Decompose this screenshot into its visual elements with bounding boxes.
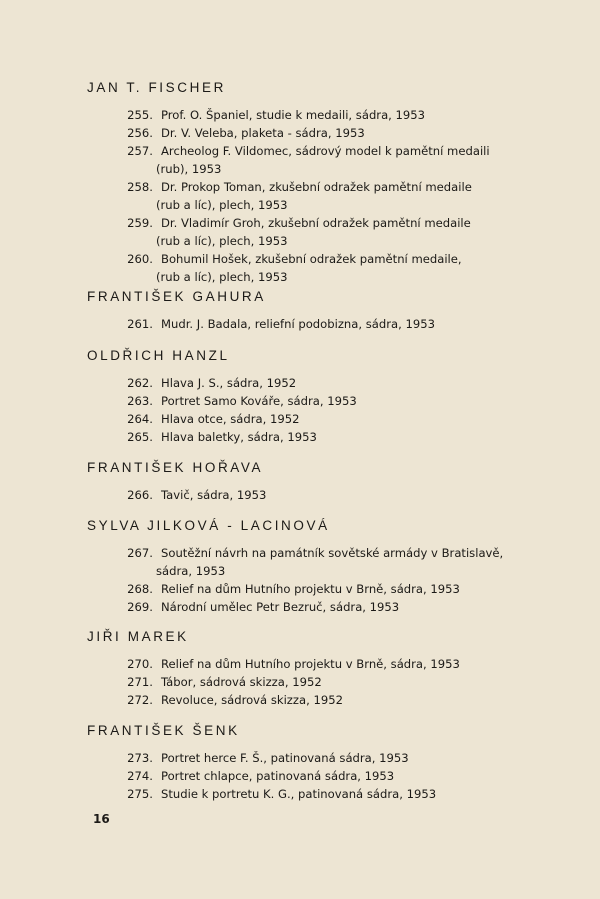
- entry-text: Dr. V. Veleba, plaketa - sádra, 1953: [161, 126, 365, 140]
- entry-number: 255.: [127, 108, 153, 122]
- entry-text: Prof. O. Španiel, studie k medaili, sádra, 1953: [161, 108, 426, 122]
- catalog-entry: [0, 315, 600, 333]
- entry-number: 270.: [127, 657, 153, 671]
- catalog-entry: [0, 392, 600, 410]
- entry-text: Soutěžní návrh na památník sovětské armády v Bratislavě,: [161, 546, 504, 560]
- artist-name: FRANTIŠEK ŠENK: [87, 723, 240, 738]
- entry-number: 269.: [127, 600, 153, 614]
- entry-text: (rub a líc), plech, 1953: [156, 198, 288, 212]
- catalog-entry: [0, 214, 600, 232]
- catalog-entry: [0, 691, 600, 709]
- artist-name: SYLVA JILKOVÁ - LACINOVÁ: [87, 518, 330, 533]
- catalog-entry: [0, 428, 600, 446]
- entry-text: Národní umělec Petr Bezruč, sádra, 1953: [161, 600, 400, 614]
- artist-name: JAN T. FISCHER: [87, 80, 226, 95]
- entry-number: 260.: [127, 252, 153, 266]
- entry-text: Bohumil Hošek, zkušební odražek pamětní medaile,: [161, 252, 462, 266]
- catalog-entry: [0, 374, 600, 392]
- catalog-entry: [0, 142, 600, 160]
- entry-text: Dr. Vladimír Groh, zkušební odražek pamětní medaile: [161, 216, 471, 230]
- entry-text: (rub), 1953: [156, 162, 222, 176]
- catalog-entry: [0, 486, 600, 504]
- catalog-entry-continuation: [0, 232, 600, 250]
- entry-text: Revoluce, sádrová skizza, 1952: [161, 693, 343, 707]
- artist-name: JIŘI MAREK: [87, 629, 189, 644]
- entry-number: 262.: [127, 376, 153, 390]
- entry-text: (rub a líc), plech, 1953: [156, 270, 288, 284]
- entry-text: Studie k portretu K. G., patinovaná sádra, 1953: [161, 787, 437, 801]
- entry-number: 266.: [127, 488, 153, 502]
- entry-text: Tavič, sádra, 1953: [161, 488, 267, 502]
- entry-text: Relief na dům Hutního projektu v Brně, sádra, 1953: [161, 582, 460, 596]
- entry-number: 274.: [127, 769, 153, 783]
- catalog-entry: [0, 673, 600, 691]
- page-number: 16: [93, 812, 110, 826]
- entry-text: Relief na dům Hutního projektu v Brně, sádra, 1953: [161, 657, 460, 671]
- entry-number: 261.: [127, 317, 153, 331]
- entry-text: Dr. Prokop Toman, zkušební odražek pamětní medaile: [161, 180, 472, 194]
- catalog-entry-continuation: [0, 268, 600, 286]
- entry-number: 258.: [127, 180, 153, 194]
- artist-name: FRANTIŠEK HOŘAVA: [87, 460, 264, 475]
- entry-number: 265.: [127, 430, 153, 444]
- entry-number: 263.: [127, 394, 153, 408]
- catalog-entry: [0, 106, 600, 124]
- entry-text: sádra, 1953: [156, 564, 226, 578]
- catalog-entry: [0, 767, 600, 785]
- entry-number: 268.: [127, 582, 153, 596]
- catalog-entry: [0, 544, 600, 562]
- catalog-entry: [0, 655, 600, 673]
- catalog-entry: [0, 178, 600, 196]
- entry-number: 257.: [127, 144, 153, 158]
- catalog-entry: [0, 785, 600, 803]
- catalog-entry-continuation: [0, 196, 600, 214]
- catalog-entry: [0, 124, 600, 142]
- catalog-entry: [0, 250, 600, 268]
- entry-number: 271.: [127, 675, 153, 689]
- entry-number: 264.: [127, 412, 153, 426]
- catalog-entry: [0, 410, 600, 428]
- entry-text: Portret chlapce, patinovaná sádra, 1953: [161, 769, 395, 783]
- entry-text: Archeolog F. Vildomec, sádrový model k pamětní medaili: [161, 144, 490, 158]
- catalog-entry: [0, 580, 600, 598]
- catalog-entry-continuation: [0, 562, 600, 580]
- entry-text: (rub a líc), plech, 1953: [156, 234, 288, 248]
- entry-text: Portret herce F. Š., patinovaná sádra, 1953: [161, 751, 409, 765]
- entry-number: 273.: [127, 751, 153, 765]
- catalog-entry: [0, 749, 600, 767]
- entry-text: Hlava J. S., sádra, 1952: [161, 376, 297, 390]
- entry-text: Mudr. J. Badala, reliefní podobizna, sádra, 1953: [161, 317, 435, 331]
- entry-number: 259.: [127, 216, 153, 230]
- entry-text: Tábor, sádrová skizza, 1952: [161, 675, 322, 689]
- entry-text: Hlava otce, sádra, 1952: [161, 412, 300, 426]
- entry-number: 267.: [127, 546, 153, 560]
- catalog-entry-continuation: [0, 160, 600, 178]
- artist-name: OLDŘICH HANZL: [87, 348, 230, 363]
- entry-number: 272.: [127, 693, 153, 707]
- entry-text: Hlava baletky, sádra, 1953: [161, 430, 317, 444]
- entry-number: 256.: [127, 126, 153, 140]
- entry-number: 275.: [127, 787, 153, 801]
- catalog-entry: [0, 598, 600, 616]
- entry-text: Portret Samo Kováře, sádra, 1953: [161, 394, 357, 408]
- artist-name: FRANTIŠEK GAHURA: [87, 289, 266, 304]
